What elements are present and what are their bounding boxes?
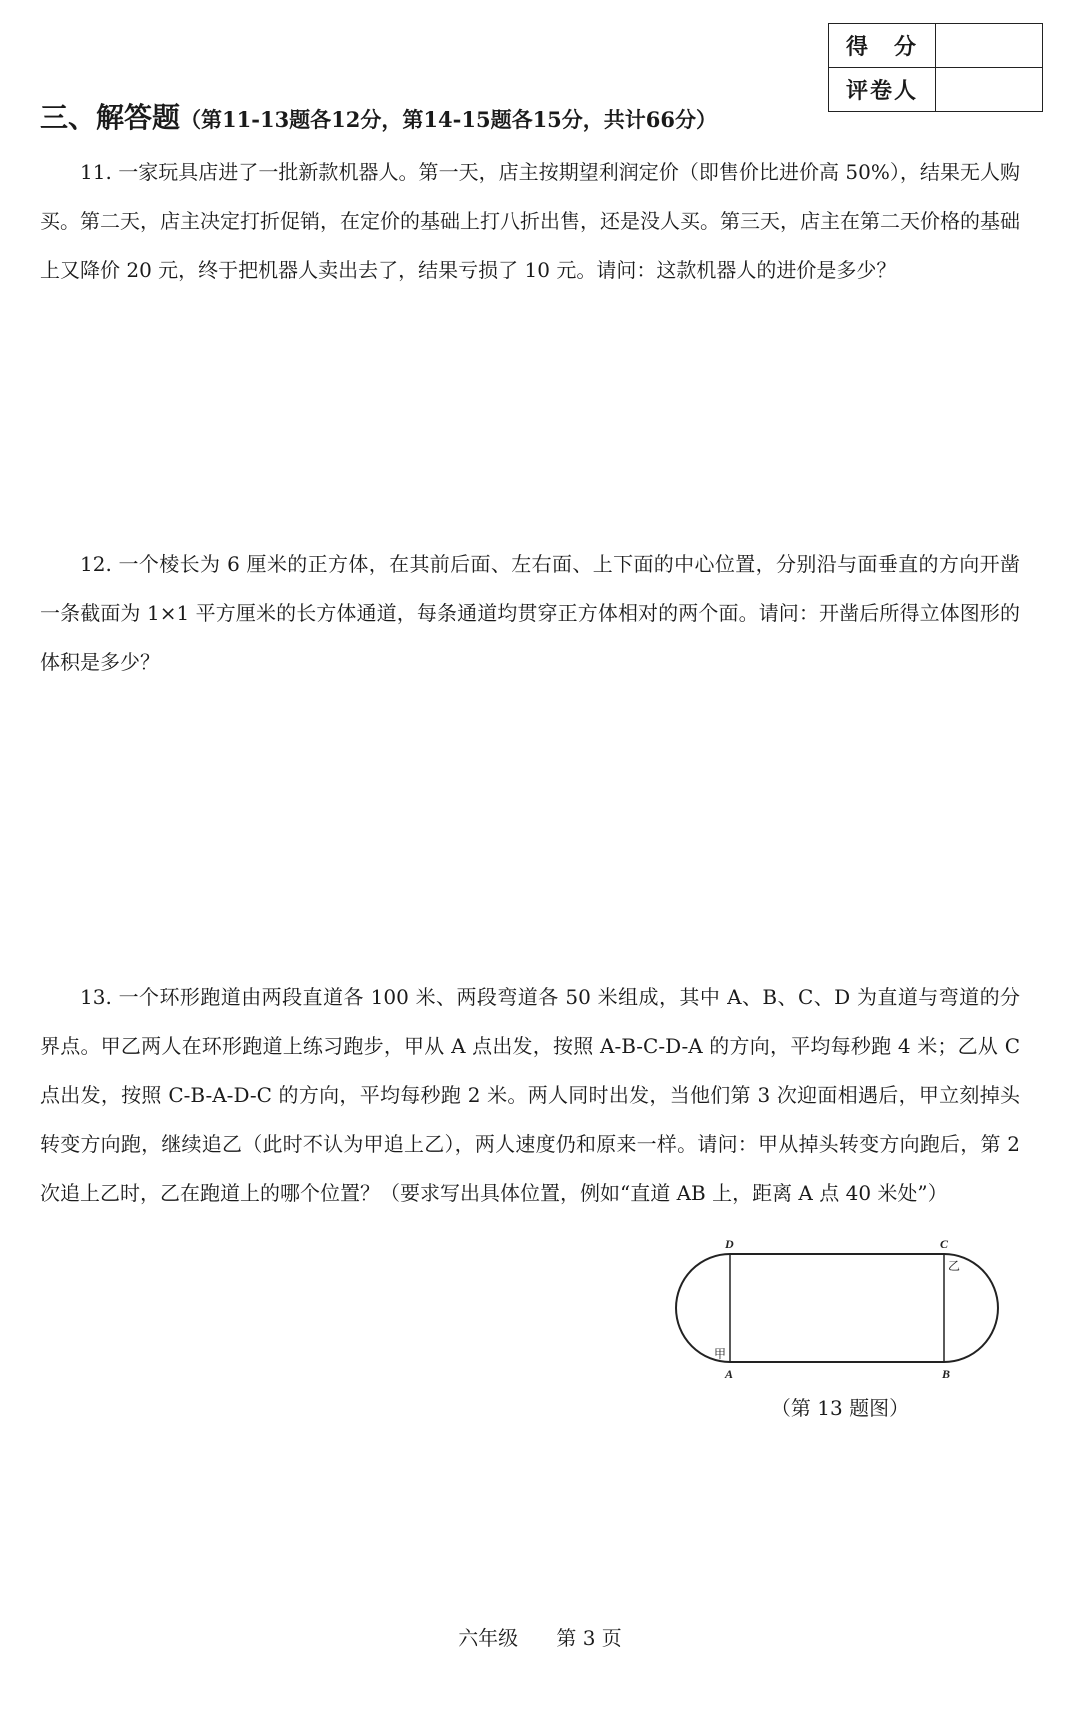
question-text: 一个棱长为 6 厘米的正方体，在其前后面、左右面、上下面的中心位置，分别沿与面垂直的方向开凿一条截面为 1×1 平方厘米的长方体通道，每条通道均贯穿正方体相对的两个面。请问：开凿后所得立体图形的体积是多少？ bbox=[40, 552, 1020, 674]
runner-yi-label: 乙 bbox=[948, 1259, 961, 1273]
footer-page-number: 第 3 页 bbox=[556, 1626, 622, 1650]
question-text: 一家玩具店进了一批新款机器人。第一天，店主按期望利润定价（即售价比进价高 50%），结果无人购买。第二天，店主决定打折促销，在定价的基础上打八折出售，还是没人买。第三天，店主在第二天价格的基础上又降价 20 元，终于把机器人卖出去了，结果亏损了 10 元。请问：这款机器人的进价是多少？ bbox=[40, 160, 1021, 282]
question-text: 一个环形跑道由两段直道各 100 米、两段弯道各 50 米组成，其中 A、B、C、D 为直道与弯道的分界点。甲乙两人在环形跑道上练习跑步，甲从 A 点出发，按照 A-B-C-D-A 的方向，平均每秒跑 4 米；乙从 C 点出发，按照 C-B-A-D-C 的方向，平均每秒跑 2 米。两人同时出发，当他们第 3 次迎面相遇后，甲立刻掉头转变方向跑，继续追乙（此时不认为甲追上乙），两人速度仍和原来一样。请问：甲从掉头转变方向跑后，第 2 次追上乙时，乙在跑道上的哪个位置？（要求写出具体位置，例如“直道 AB 上，距离 A 点 40 米处”） bbox=[40, 985, 1020, 1205]
figure-caption: （第 13 题图） bbox=[770, 1396, 910, 1420]
score-value-cell[interactable] bbox=[936, 24, 1043, 68]
score-label: 得 分 bbox=[829, 24, 936, 68]
curve-left bbox=[676, 1254, 730, 1362]
question-12 bbox=[40, 540, 1020, 687]
question-13 bbox=[40, 973, 1020, 1218]
runner-jia-label: 甲 bbox=[714, 1347, 727, 1361]
page-footer bbox=[0, 1622, 1080, 1651]
section-score-note: （第11-13题各12分，第14-15题各15分，共计66分） bbox=[180, 107, 718, 132]
point-label-d: D bbox=[725, 1237, 734, 1251]
question-number: 11. bbox=[80, 160, 112, 184]
point-label-b: B bbox=[942, 1367, 951, 1381]
question-number: 13. bbox=[80, 985, 112, 1009]
track-diagram bbox=[672, 1236, 1012, 1386]
grader-label: 评卷人 bbox=[829, 68, 936, 112]
score-box bbox=[828, 23, 1043, 112]
section-title: 三、解答题 bbox=[40, 101, 181, 134]
question-11 bbox=[40, 148, 1020, 295]
section-heading bbox=[40, 96, 717, 136]
point-label-c: C bbox=[940, 1237, 949, 1251]
footer-grade: 六年级 bbox=[458, 1626, 519, 1650]
point-label-a: A bbox=[725, 1367, 734, 1381]
question-number: 12. bbox=[80, 552, 112, 576]
grader-value-cell[interactable] bbox=[936, 68, 1043, 112]
